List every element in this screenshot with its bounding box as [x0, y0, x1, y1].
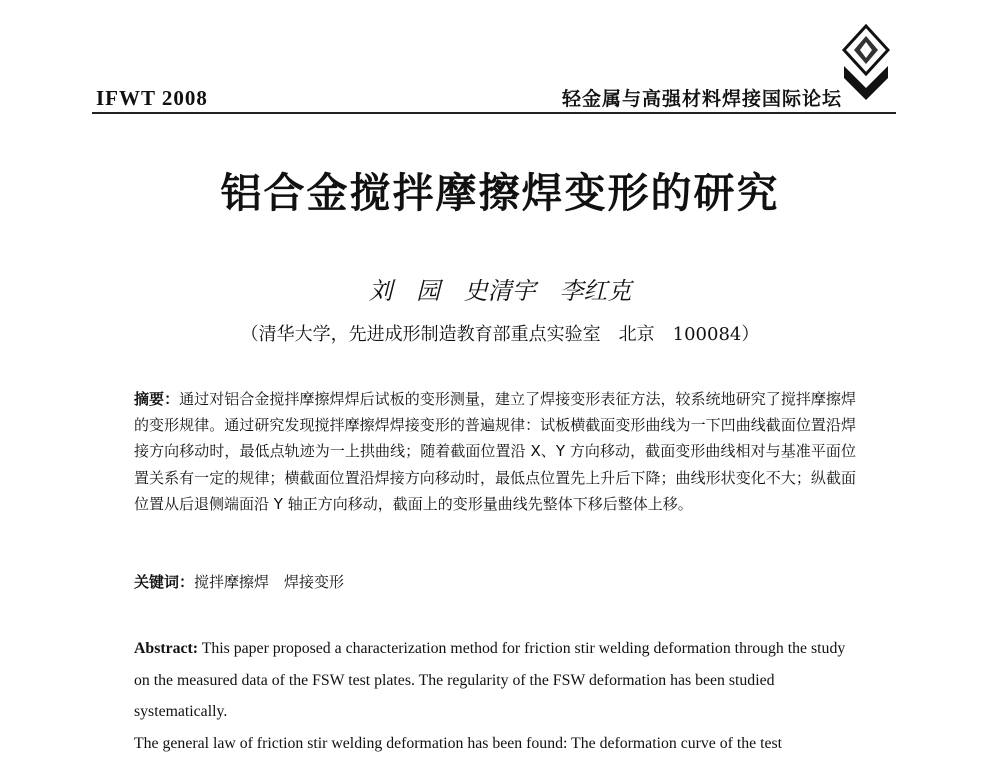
abstract-en-para-2: The general law of friction stir welding deformation has been found: The deformation curve of the test [134, 734, 783, 752]
paper-affiliation: （清华大学，先进成形制造教育部重点实验室 北京 100084） [240, 324, 760, 345]
keywords [134, 571, 856, 592]
paper-authors: 刘 园 史清宇 李红克 [368, 277, 632, 305]
abstract-en-text-1: This paper proposed a characterization method for friction stir welding deformation through the study on the measured data of the FSW test plates. The regularity of the FSW deformation has been studied systematically. [134, 640, 846, 720]
abstract-chinese [134, 386, 856, 517]
keywords-text: 搅拌摩擦焊 焊接变形 [194, 573, 345, 591]
abstract-en-label: Abstract: [134, 640, 199, 657]
forum-logo-icon [838, 22, 894, 102]
forum-name: 轻金属与高强材料焊接国际论坛 [561, 88, 842, 110]
journal-name: IFWT 2008 [96, 86, 208, 110]
abstract-en-para-1 [134, 633, 856, 728]
abstract-cn-text: 通过对铝合金搅拌摩擦焊焊后试板的变形测量，建立了焊接变形表征方法，较系统地研究了搅拌摩擦焊的变形规律。通过研究发现搅拌摩擦焊焊接变形的普遍规律：试板横截面变形曲线为一下凹曲线截面位置沿焊接方向移动时，最低点轨迹为一上拱曲线；随着截面位置沿 X、Y 方向移动，截面变形曲线相对与基准平面位置关系有一定的规律；横截面位置沿焊接方向移动时，最低点位置先上升后下降；曲线形状变化不大；纵截面位置从后退侧端面沿 Y 轴正方向移动，截面上的变形量曲线先整体下移后整体上移。 [134, 390, 856, 513]
keywords-label: 关键词： [134, 573, 195, 591]
paper-title: 铝合金搅拌摩擦焊变形的研究 [220, 169, 780, 217]
abstract-cn-label: 摘要： [134, 390, 180, 408]
abstract-english [134, 633, 856, 759]
header-rule [92, 112, 896, 114]
